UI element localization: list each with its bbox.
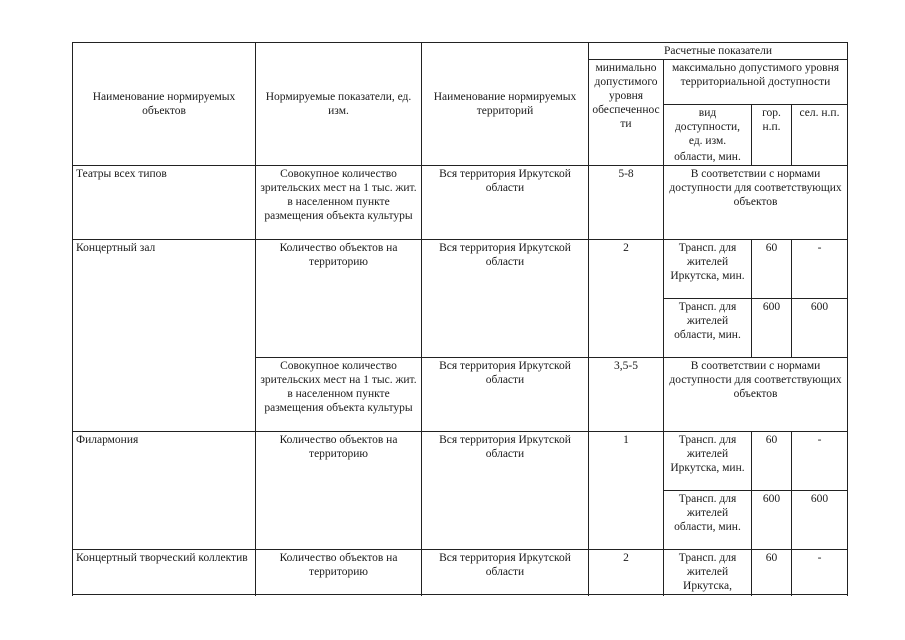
object-name: Концертный творческий коллектив: [73, 550, 256, 596]
territory: Вся территория Иркутской области: [422, 550, 589, 596]
rural-value: -: [792, 550, 848, 596]
table-row: [73, 166, 848, 240]
header-calc: Расчетные показатели: [589, 43, 848, 60]
territory: Вся территория Иркутской области: [422, 240, 589, 358]
header-max-level: максимально допустимого уровня территориальной доступности: [664, 60, 848, 105]
access-type: Трансп. для жителей области, мин.: [664, 299, 752, 358]
indicator: Совокупное количество зрительских мест на 1 тыс. жит. в населенном пункте размещения объекта культуры: [256, 166, 422, 240]
header-access-type: вид доступности, ед. изм.: [664, 105, 752, 150]
urban-value: 60: [752, 240, 792, 299]
header-row-1: [73, 43, 848, 60]
access-type: Трансп. для жителей Иркутска, мин.: [664, 432, 752, 491]
access-note: В соответствии с нормами доступности для соответствующих объектов: [664, 166, 848, 240]
urban-value: 600: [752, 299, 792, 358]
indicator: Количество объектов на территорию: [256, 550, 422, 596]
indicator: Количество объектов на территорию: [256, 432, 422, 550]
table-row: [73, 550, 848, 596]
norms-table: [72, 42, 848, 596]
table-row: [73, 432, 848, 491]
urban-value: 60: [752, 432, 792, 491]
access-type: Трансп. для жителей Иркутска, мин.: [664, 240, 752, 299]
territory: Вся территория Иркутской области: [422, 432, 589, 550]
object-name: Филармония: [73, 432, 256, 550]
rural-value: 600: [792, 299, 848, 358]
header-indicator: Нормируемые показатели, ед. изм.: [256, 43, 422, 166]
indicator: Количество объектов на территорию: [256, 240, 422, 358]
min-value: 2: [589, 240, 664, 358]
territory: Вся территория Иркутской области: [422, 358, 589, 432]
min-value: 1: [589, 432, 664, 550]
rural-value: 600: [792, 491, 848, 550]
table-row: [73, 240, 848, 299]
table-bottom-edge: [72, 594, 847, 595]
header-min-level: минимально допустимого уровня обеспеченности: [589, 60, 664, 166]
access-note: В соответствии с нормами доступности для соответствующих объектов: [664, 358, 848, 432]
header-access-type-tail: области, мин.: [664, 149, 752, 166]
rural-value: -: [792, 240, 848, 299]
territory: Вся территория Иркутской области: [422, 166, 589, 240]
access-type: Трансп. для жителей области, мин.: [664, 491, 752, 550]
min-value: 5-8: [589, 166, 664, 240]
rural-value: -: [792, 432, 848, 491]
urban-value: 60: [752, 550, 792, 596]
urban-value: 600: [752, 491, 792, 550]
access-type: Трансп. для жителей Иркутска,: [664, 550, 752, 596]
min-value: 2: [589, 550, 664, 596]
header-territory: Наименование нормируемых территорий: [422, 43, 589, 166]
header-urban: гор. н.п.: [752, 105, 792, 166]
header-object: Наименование нормируемых объектов: [73, 43, 256, 166]
indicator: Совокупное количество зрительских мест на 1 тыс. жит. в населенном пункте размещения объекта культуры: [256, 358, 422, 432]
min-value: 3,5-5: [589, 358, 664, 432]
object-name: Театры всех типов: [73, 166, 256, 240]
object-name: Концертный зал: [73, 240, 256, 432]
header-rural: сел. н.п.: [792, 105, 848, 166]
